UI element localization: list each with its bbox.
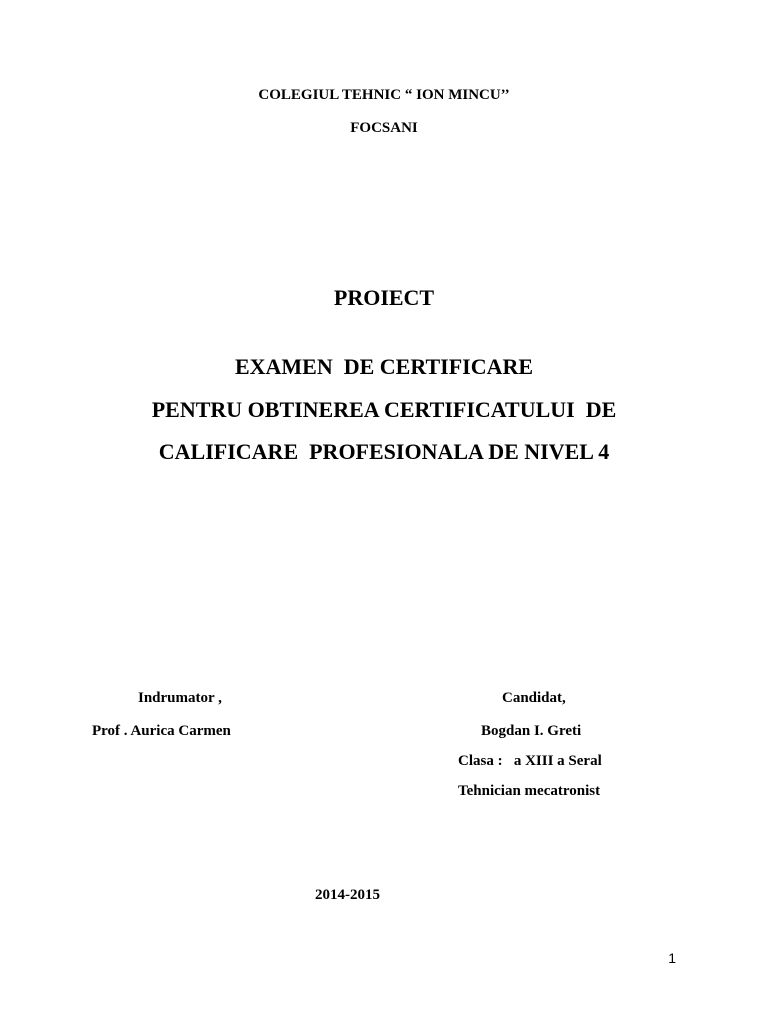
title-line-1: EXAMEN DE CERTIFICARE	[234, 354, 534, 379]
title-line-2: PENTRU OBTINEREA CERTIFICATULUI DE	[151, 397, 617, 422]
candidate-profession: Tehnician mecatronist	[458, 783, 601, 799]
school-name: COLEGIUL TEHNIC “ ION MINCU’’	[258, 87, 510, 103]
page-number: 1	[668, 950, 676, 966]
candidate-name: Bogdan I. Greti	[481, 723, 582, 739]
school-year: 2014-2015	[315, 887, 380, 903]
candidate-class: Clasa : a XIII a Seral	[458, 753, 602, 769]
city-name: FOCSANI	[350, 120, 418, 136]
candidate-label: Candidat,	[502, 690, 566, 706]
coordinator-name: Prof . Aurica Carmen	[92, 723, 231, 739]
title-line-3: CALIFICARE PROFESIONALA DE NIVEL 4	[158, 439, 610, 464]
coordinator-label: Indrumator ,	[138, 690, 222, 706]
project-title: PROIECT	[333, 285, 435, 310]
